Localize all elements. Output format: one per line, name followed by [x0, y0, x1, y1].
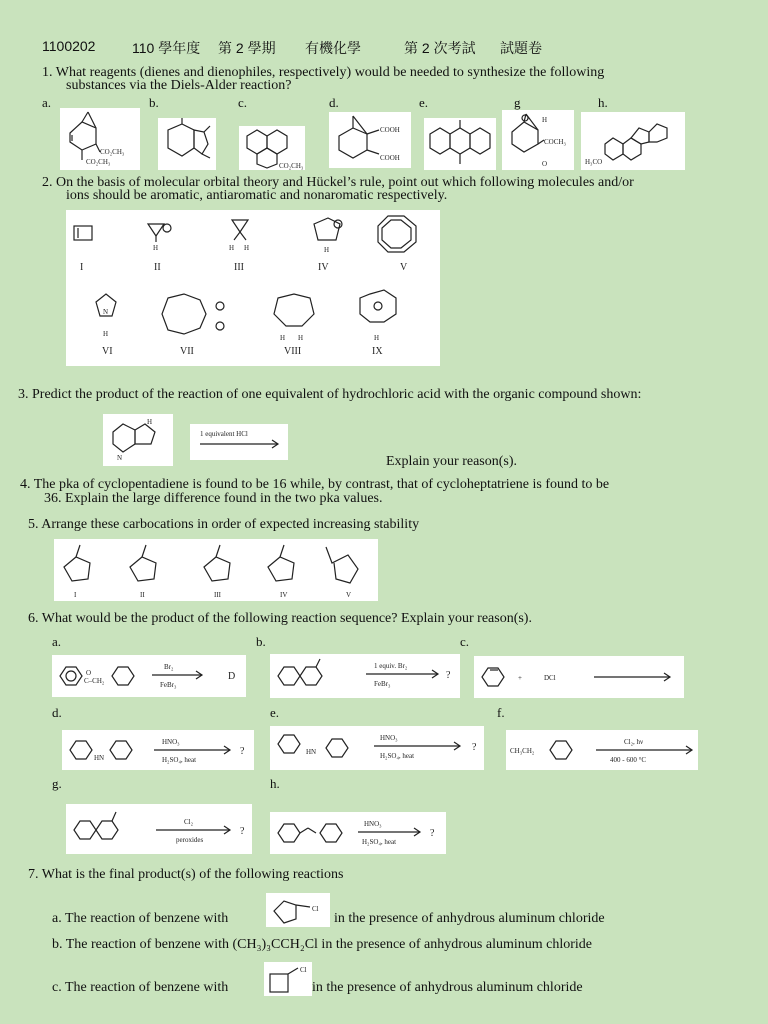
q1-label-e: e.: [419, 95, 429, 110]
q2-numeral-1: I: [80, 262, 84, 273]
q6f-bottom: 400 - 600 °C: [610, 756, 647, 764]
q2-numeral-8: VIII: [284, 346, 302, 357]
q6g-top: Cl₂: [184, 818, 194, 826]
q7c-pre: c. The reaction of benzene with: [52, 980, 229, 995]
q5-text: 5. Arrange these carbocations in order of expected increasing stability: [28, 517, 420, 532]
q6g-bottom: peroxides: [176, 836, 204, 844]
q4-line2: 36. Explain the large difference found in the two pka values.: [44, 491, 383, 506]
q6-text: 6. What would be the product of the following reaction sequence? Explain your reason(s).: [28, 611, 532, 626]
q7c-cl: Cl: [300, 966, 307, 974]
paper-type: 試題卷: [500, 40, 542, 56]
q1e-structure: [424, 118, 496, 170]
q6d-hn: HN: [94, 754, 105, 762]
q7c-structure: [264, 962, 312, 996]
q2-h-8b: H: [298, 334, 304, 342]
q2-h-3b: H: [244, 244, 250, 252]
q1a-sub2: CO₂CH₃: [86, 158, 111, 166]
q6-label-a: a.: [52, 634, 62, 649]
course-name: 有機化學: [305, 40, 361, 56]
exam-number: 第 2 次考試: [404, 40, 476, 56]
q5-numeral-3: III: [214, 591, 221, 599]
q6a-reaction: [52, 655, 246, 697]
q3-explain: Explain your reason(s).: [386, 454, 518, 469]
q2-numeral-5: V: [400, 262, 408, 273]
q6-label-h: h.: [270, 776, 280, 791]
q2-numeral-7: VII: [180, 346, 194, 357]
q1-label-g: g: [514, 95, 521, 110]
q2-h-9: H: [374, 334, 380, 342]
q5-numeral-2: II: [140, 591, 145, 599]
q1g-structure: [502, 110, 574, 170]
q1a-structure: [60, 108, 140, 170]
q1-line2: substances via the Diels-Alder reaction?: [66, 78, 292, 93]
q6a-left: C–CH₂: [84, 677, 105, 685]
q6-label-d: d.: [52, 705, 62, 720]
q6h-q: ?: [430, 828, 435, 839]
q6-label-e: e.: [270, 705, 280, 720]
q7a-pre: a. The reaction of benzene with: [52, 911, 229, 926]
q2-structures-panel: [66, 210, 440, 366]
q2-line1: 2. On the basis of molecular orbital theory and Hückel’s rule, point out which following molecules and/or: [42, 175, 634, 190]
q1h-h3co: H₃CO: [585, 158, 603, 166]
q2-n-6: N: [103, 308, 109, 316]
q2-h-6: H: [103, 330, 109, 338]
q2-numeral-3: III: [234, 262, 244, 273]
q1b-structure: [158, 118, 216, 170]
q6e-q: ?: [472, 742, 477, 753]
q2-numeral-2: II: [154, 262, 161, 273]
q1c-structure: [239, 126, 305, 170]
q7c-post: in the presence of anhydrous aluminum chloride: [312, 980, 583, 995]
q6a-product: D: [228, 671, 236, 682]
q3-reagent: 1 equivalent HCl: [200, 430, 248, 438]
q2-numeral-4: IV: [318, 262, 329, 273]
q6-label-g: g.: [52, 776, 62, 791]
q6f-top: Cl₂, hν: [624, 738, 644, 746]
q6-label-f: f.: [497, 705, 505, 720]
q6a-o: O: [86, 669, 92, 677]
q3-text: 3. Predict the product of the reaction of one equivalent of hydrochloric acid with the organic compound shown:: [18, 387, 642, 402]
q3-nh-label: H: [147, 418, 153, 426]
q5-numeral-5: V: [346, 591, 352, 599]
q2-line2: ions should be aromatic, antiaromatic and nonaromatic respectively.: [66, 188, 448, 203]
q2-numeral-9: IX: [372, 346, 383, 357]
q6b-q: ?: [446, 670, 451, 681]
q6f-reaction: [506, 730, 698, 770]
q7a-cl: Cl: [312, 905, 319, 913]
q6g-q: ?: [240, 826, 245, 837]
academic-year: 110 學年度: [132, 40, 201, 56]
q6b-top: 1 equiv. Br₂: [374, 662, 408, 670]
q6d-top: HNO₃: [162, 738, 180, 746]
q6-label-b: b.: [256, 634, 266, 649]
q1-label-a: a.: [42, 95, 52, 110]
q1-label-h: h.: [598, 95, 608, 110]
q1d-sub1: COOH: [380, 126, 400, 134]
q6e-reaction: [270, 726, 484, 770]
q6c-plus: +: [518, 674, 522, 682]
q6d-bottom: H₂SO₄, heat: [162, 756, 197, 764]
q5-numeral-1: I: [74, 591, 77, 599]
q2-h-4: H: [324, 246, 330, 254]
q6e-hn: HN: [306, 748, 317, 756]
q1-label-d: d.: [329, 95, 339, 110]
q6b-reaction: [270, 654, 460, 698]
q1c-sub: CO₂CH₃: [279, 162, 304, 170]
term: 第 2 學期: [218, 40, 276, 56]
q1-line1: 1. What reagents (dienes and dienophiles, respectively) would be needed to synthesize the following: [42, 65, 605, 80]
course-code: 1100202: [42, 38, 96, 54]
q2-h-8a: H: [280, 334, 286, 342]
q1g-coch3: COCH₃: [544, 138, 566, 146]
q6d-reaction: [62, 730, 254, 770]
q2-numeral-6: VI: [102, 346, 113, 357]
q2-h-3a: H: [229, 244, 235, 252]
q4-line1: 4. The pka of cyclopentadiene is found to be 16 while, by contrast, that of cycloheptatriene is found to be: [20, 477, 610, 492]
q7b-text: b. The reaction of benzene with (CH₃)₃CCH₂Cl in the presence of anhydrous aluminum chloride: [52, 937, 593, 952]
q6a-bottom: FeBr₃: [160, 681, 177, 689]
q6e-bottom: H₂SO₄, heat: [380, 752, 415, 760]
q3-azaindole-structure: [103, 414, 173, 466]
q1g-h: H: [542, 116, 548, 124]
q6h-bottom: H₂SO₄, heat: [362, 838, 397, 846]
q3-reaction-arrow: [190, 424, 288, 460]
q7a-post: in the presence of anhydrous aluminum chloride: [334, 911, 605, 926]
q1g-o: O: [542, 160, 548, 168]
q7a-structure: [266, 893, 330, 927]
q1d-sub2: COOH: [380, 154, 400, 162]
q5-carbocations-panel: [54, 539, 378, 601]
q6b-bottom: FeBr₃: [374, 680, 391, 688]
q1-label-b: b.: [149, 95, 159, 110]
q1a-sub1: CO₂CH₃: [100, 148, 125, 156]
q6c-reaction: [474, 656, 684, 698]
q1d-structure: [329, 112, 411, 168]
q5-numeral-4: IV: [280, 591, 288, 599]
q6-label-c: c.: [460, 634, 470, 649]
q6h-reaction: [270, 812, 446, 854]
q6d-q: ?: [240, 746, 245, 757]
q6c-reagent: DCl: [544, 674, 556, 682]
q6h-top: HNO₃: [364, 820, 382, 828]
q7-text: 7. What is the final product(s) of the following reactions: [28, 867, 344, 882]
q2-h-2: H: [153, 244, 159, 252]
q1-label-c: c.: [238, 95, 248, 110]
q1h-structure: [581, 112, 685, 170]
q6a-top: Br₂: [164, 663, 174, 671]
q6g-reaction: [66, 804, 252, 854]
q6e-top: HNO₃: [380, 734, 398, 742]
q6f-left: CH₃CH₂: [510, 747, 535, 755]
q3-n-label: N: [117, 454, 123, 462]
